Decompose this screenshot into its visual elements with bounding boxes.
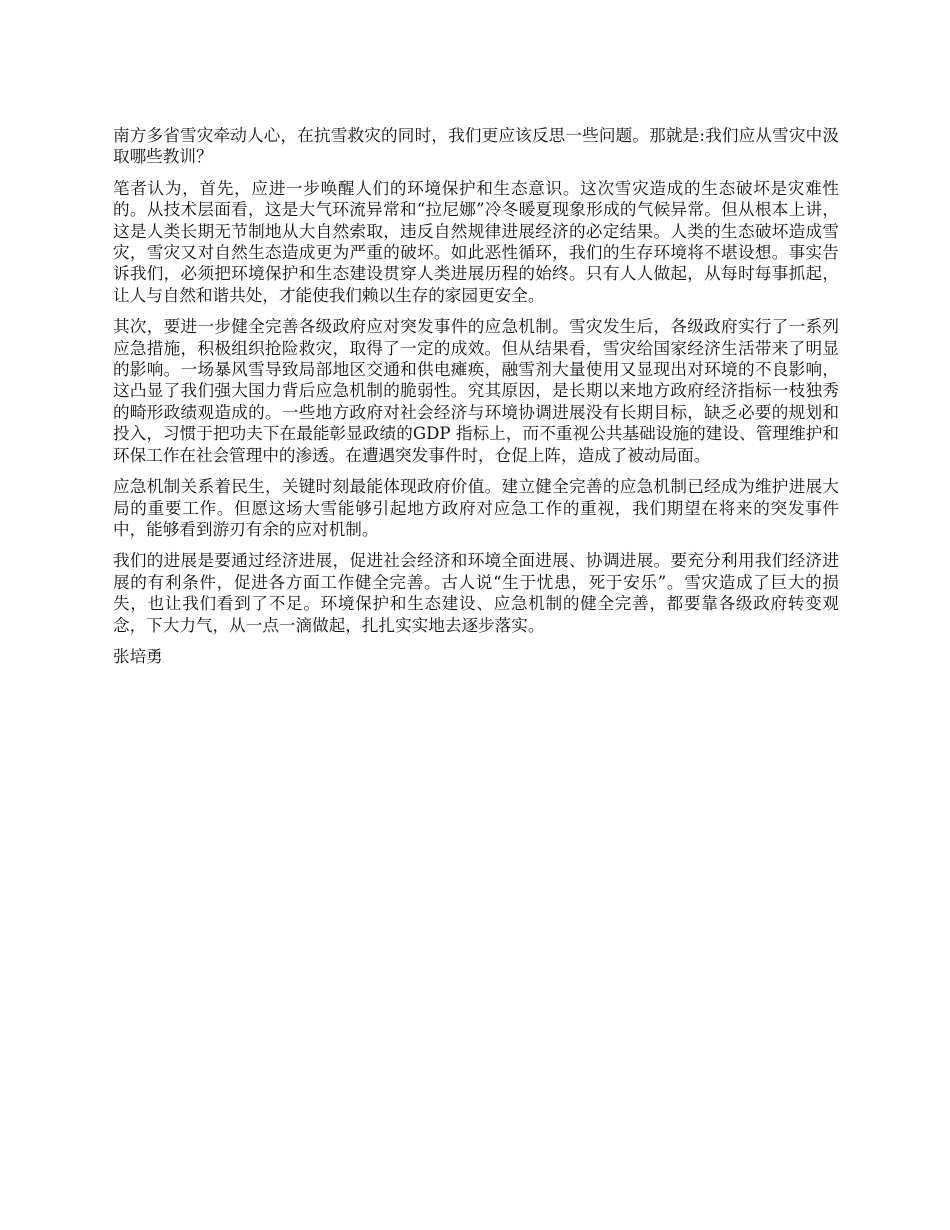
paragraph-emergency-mechanism: 其次，要进一步健全完善各级政府应对突发事件的应急机制。雪灾发生后，各级政府实行了一系列应急措施，积极组织抢险救灾，取得了一定的成效。但从结果看，雪灾给国家经济生活带来了明显的影响。一场暴风雪导致局部地区交通和供电瘫痪，融雪剂大量使用又显现出对环境的不良影响，这凸显了我们强大国力背后应急机制的脆弱性。究其原因，是长期以来地方政府经济指标一枝独秀的畸形政绩观造成的。一些地方政府对社会经济与环境协调进展没有长期目标，缺乏必要的规划和投入，习惯于把功夫下在最能彰显政绩的GDP 指标上，而不重视公共基础设施的建设、管理维护和环保工作在社会管理中的渗透。在遭遇突发事件时，仓促上阵，造成了被动局面。 [113,317,839,465]
paragraph-intro: 南方多省雪灾牵动人心，在抗雪救灾的同时，我们更应该反思一些问题。那就是:我们应从雪灾中汲取哪些教训？ [113,126,839,167]
paragraph-ecology: 笔者认为，首先，应进一步唤醒人们的环境保护和生态意识。这次雪灾造成的生态破坏是灾难性的。从技术层面看，这是大气环流异常和“拉尼娜”冷冬暖夏现象形成的气候异常。但从根本上讲，这是人类长期无节制地从大自然索取，违反自然规律进展经济的必定结果。人类的生态破坏造成雪灾，雪灾又对自然生态造成更为严重的破坏。如此恶性循环，我们的生存环境将不堪设想。事实告诉我们，必须把环境保护和生态建设贯穿人类进展历程的始终。只有人人做起，从每时每事抓起，让人与自然和谐共处，才能使我们赖以生存的家园更安全。 [113,178,839,305]
paragraph-conclusion: 我们的进展是要通过经济进展，促进社会经济和环境全面进展、协调进展。要充分利用我们经济进展的有利条件，促进各方面工作健全完善。古人说“生于忧患，死于安乐”。雪灾造成了巨大的损失，也让我们看到了不足。环境保护和生态建设、应急机制的健全完善，都要靠各级政府转变观念，下大力气，从一点一滴做起，扎扎实实地去逐步落实。 [113,551,839,635]
paragraph-government-value: 应急机制关系着民生，关键时刻最能体现政府价值。建立健全完善的应急机制已经成为维护进展大局的重要工作。但愿这场大雪能够引起地方政府对应急工作的重视，我们期望在将来的突发事件中，能够看到游刃有余的应对机制。 [113,477,839,539]
author-name: 张培勇 [113,646,163,666]
document-page [113,125,839,667]
